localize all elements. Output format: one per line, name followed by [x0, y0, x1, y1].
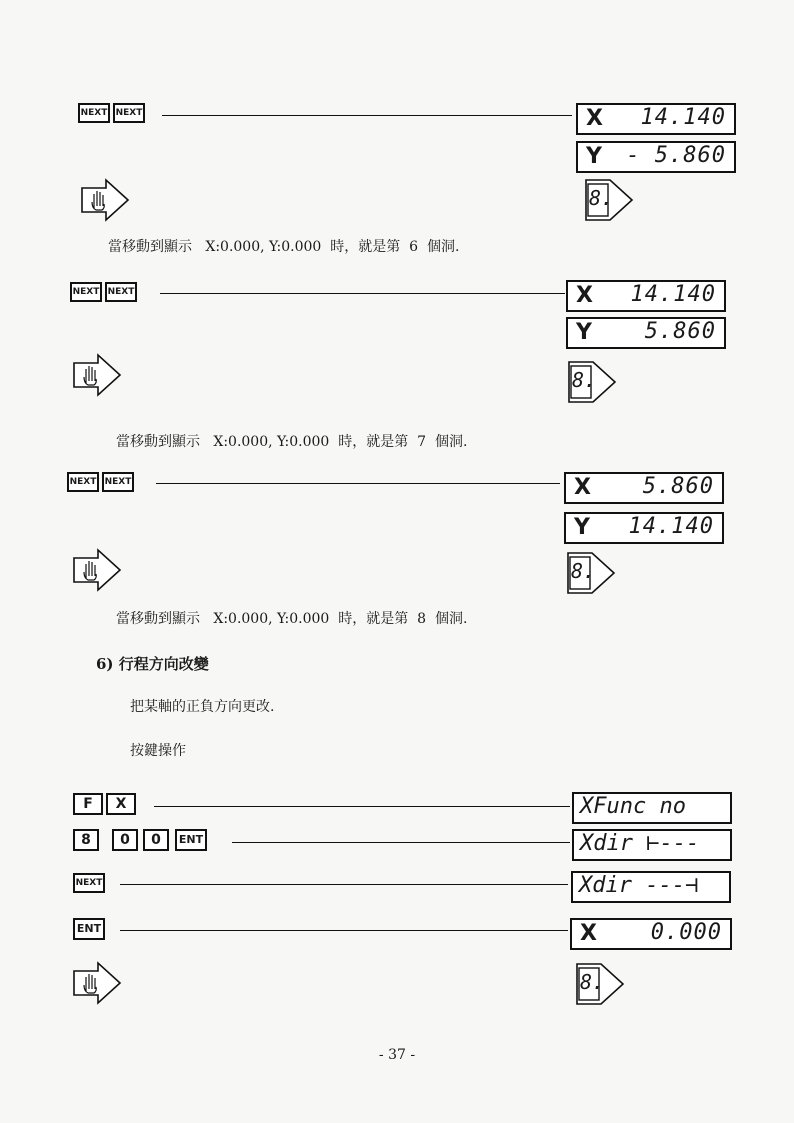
- caption-end: 個洞.: [434, 434, 468, 450]
- axis-label: X: [580, 921, 597, 946]
- next-key[interactable]: NEXT: [73, 873, 105, 893]
- axis-label: X: [574, 475, 591, 500]
- axis-label: Y: [576, 320, 592, 345]
- hole-caption: [116, 608, 467, 628]
- display-text: Xdir ---⊣: [579, 873, 699, 898]
- axis-value: 14.140: [630, 282, 716, 307]
- caption-post: 時，就是第: [330, 239, 401, 255]
- y-display: [564, 512, 724, 544]
- next-key[interactable]: NEXT: [113, 103, 145, 123]
- display-text: Xdir ⊢---: [580, 831, 700, 856]
- caption-coords: X:0.000, Y:0.000: [213, 611, 330, 627]
- zero-key[interactable]: 0: [112, 829, 138, 851]
- x-display: [570, 918, 732, 950]
- axis-value: 14.140: [640, 105, 726, 130]
- page-number: - 37 -: [378, 1047, 416, 1063]
- x-display: [564, 472, 724, 504]
- hole-number: 7: [417, 434, 427, 450]
- caption-end: 個洞.: [426, 239, 460, 255]
- digit-label: 8.: [589, 186, 614, 210]
- hole-caption: [108, 236, 459, 256]
- leader-line: [162, 115, 572, 116]
- ent-key[interactable]: ENT: [73, 918, 105, 940]
- caption-coords: X:0.000, Y:0.000: [205, 239, 322, 255]
- eight-key[interactable]: 8: [73, 829, 99, 851]
- x-display: [566, 280, 726, 312]
- x-display: [576, 103, 736, 135]
- leader-line: [120, 930, 568, 931]
- y-display: [576, 141, 736, 173]
- section-description: 把某軸的正負方向更改.: [130, 699, 275, 715]
- hand-pointer-icon: [80, 178, 130, 222]
- leader-line: [120, 884, 568, 885]
- axis-label: X: [586, 106, 603, 131]
- key-operations-label: 按鍵操作: [130, 743, 186, 759]
- display-text: XFunc no: [580, 794, 686, 819]
- axis-label: Y: [574, 515, 590, 540]
- caption-post: 時，就是第: [338, 434, 409, 450]
- next-key[interactable]: NEXT: [70, 282, 102, 302]
- hole-number: 6: [409, 239, 419, 255]
- section-heading: 6) 行程方向改變: [96, 655, 209, 673]
- axis-value: - 5.860: [626, 143, 726, 168]
- caption-pre: 當移動到顯示: [116, 434, 200, 450]
- caption-end: 個洞.: [434, 611, 468, 627]
- leader-line: [232, 842, 570, 843]
- leader-line: [160, 293, 565, 294]
- hole-number: 8: [417, 611, 427, 627]
- axis-value: 5.860: [642, 474, 714, 499]
- y-display: [566, 317, 726, 349]
- digit-label: 8.: [572, 368, 597, 392]
- axis-value: 0.000: [650, 920, 722, 945]
- leader-line: [156, 483, 560, 484]
- digit-label: 8.: [580, 970, 605, 994]
- func-display: [571, 871, 731, 903]
- x-key[interactable]: X: [106, 793, 136, 815]
- axis-value: 14.140: [628, 514, 714, 539]
- hole-caption: [116, 431, 467, 451]
- axis-label: X: [576, 283, 593, 308]
- caption-post: 時，就是第: [338, 611, 409, 627]
- zero-key[interactable]: 0: [143, 829, 169, 851]
- func-display: [572, 829, 732, 861]
- caption-coords: X:0.000, Y:0.000: [213, 434, 330, 450]
- next-key[interactable]: NEXT: [78, 103, 110, 123]
- axis-value: 5.860: [644, 319, 716, 344]
- next-key[interactable]: NEXT: [105, 282, 137, 302]
- next-key[interactable]: NEXT: [102, 472, 134, 492]
- axis-label: Y: [586, 144, 602, 169]
- hand-pointer-icon: [72, 353, 122, 397]
- ent-key[interactable]: ENT: [175, 829, 207, 851]
- hand-pointer-icon: [72, 961, 122, 1005]
- f-key[interactable]: F: [73, 793, 103, 815]
- caption-pre: 當移動到顯示: [116, 611, 200, 627]
- digit-label: 8.: [571, 559, 596, 583]
- next-key[interactable]: NEXT: [67, 472, 99, 492]
- hand-pointer-icon: [72, 548, 122, 592]
- func-display: [572, 792, 732, 824]
- caption-pre: 當移動到顯示: [108, 239, 192, 255]
- leader-line: [154, 806, 570, 807]
